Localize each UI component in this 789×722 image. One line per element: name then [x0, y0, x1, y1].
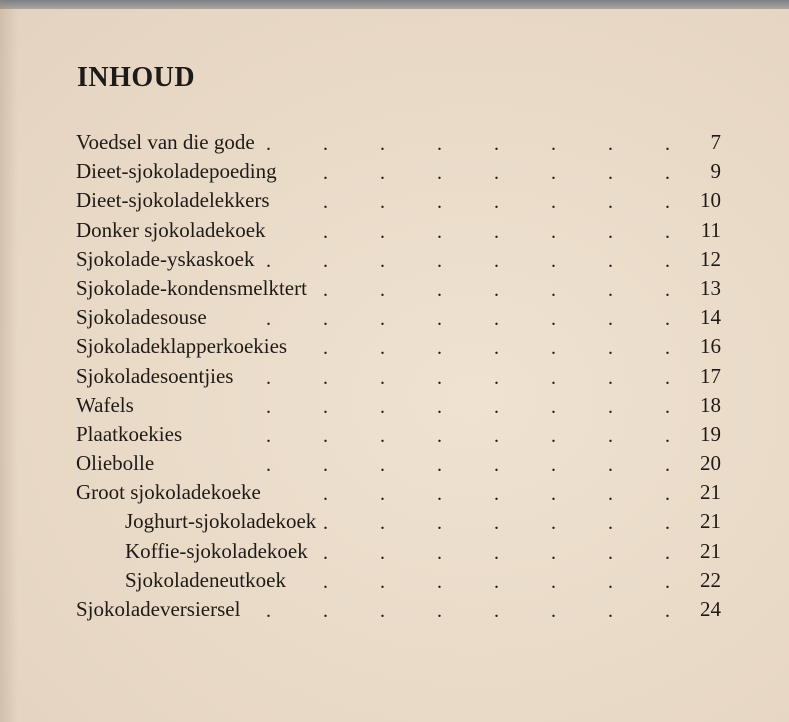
- toc-page-number: 19: [700, 421, 721, 446]
- toc-page-number: 22: [700, 567, 721, 592]
- toc-entry-title: Sjokoladeneutkoek: [125, 567, 286, 592]
- toc-page-number: 21: [700, 509, 721, 534]
- toc-entry-title: Sjokolade-kondensmelktert: [76, 275, 307, 300]
- toc-page-number: 21: [700, 480, 721, 505]
- toc-page-number: 16: [700, 334, 721, 359]
- toc-page-number: 18: [700, 392, 721, 417]
- toc-page-number: 11: [700, 217, 721, 242]
- toc-entry-title: Sjokoladesoentjies: [76, 363, 234, 388]
- page-gutter-shadow: [0, 0, 18, 722]
- toc-entry-title: Oliebolle: [76, 451, 155, 476]
- toc-entry: Sjokoladeversiersel . . . . . . . . 24: [76, 595, 726, 624]
- toc-page-number: 17: [700, 363, 721, 388]
- toc-entry-title: Sjokolade-yskaskoek: [76, 246, 255, 271]
- table-of-contents: [76, 128, 726, 624]
- toc-entry: Plaatkoekies . . . . . . . . 19: [76, 420, 726, 449]
- toc-entry: Dieet-sjokoladelekkers . . . . . . . 10: [76, 186, 726, 215]
- toc-page-number: 7: [710, 130, 721, 154]
- toc-entry: Voedsel van die gode . . . . . . . . 7: [76, 128, 726, 157]
- toc-entry: Groot sjokoladekoeke . . . . . . . 21: [76, 478, 726, 507]
- page-top-edge: [0, 0, 789, 9]
- toc-entry: Sjokolade-yskaskoek . . . . . . . . 12: [76, 245, 726, 274]
- toc-entry: Sjokoladeklapperkoekies . . . . . . . 16: [76, 332, 726, 361]
- toc-page-number: 13: [700, 275, 721, 300]
- toc-entry-title: Plaatkoekies: [76, 421, 183, 446]
- toc-entry-title: Wafels: [76, 392, 134, 417]
- toc-entry-title: Donker sjokoladekoek: [76, 217, 266, 242]
- toc-entry: Koffie-sjokoladekoek . . . . . . . 21: [76, 537, 726, 566]
- toc-entry: Sjokolade-kondensmelktert . . . . . . . 13: [76, 274, 726, 303]
- toc-entry: Sjokoladesouse . . . . . . . . 14: [76, 303, 726, 332]
- toc-page-number: 21: [700, 538, 721, 563]
- toc-entry: Donker sjokoladekoek . . . . . . . 11: [76, 216, 726, 245]
- contents-heading: INHOUD: [77, 62, 196, 93]
- toc-entry-title: Koffie-sjokoladekoek: [125, 538, 308, 563]
- toc-entry: Oliebolle . . . . . . . . 20: [76, 449, 726, 478]
- toc-page-number: 9: [710, 159, 721, 184]
- toc-page-number: 20: [700, 451, 721, 476]
- toc-entry: Wafels . . . . . . . . 18: [76, 391, 726, 420]
- toc-page-number: 10: [700, 188, 721, 213]
- toc-entry-title: Groot sjokoladekoeke: [76, 480, 261, 505]
- toc-entry-title: Sjokoladeversiersel: [76, 597, 241, 621]
- toc-entry: Sjokoladesoentjies . . . . . . . . 17: [76, 362, 726, 391]
- toc-page-number: 14: [700, 305, 721, 330]
- toc-page-number: 24: [700, 597, 721, 621]
- toc-entry-title: Sjokoladesouse: [76, 305, 207, 330]
- toc-entry: Sjokoladeneutkoek . . . . . . . 22: [76, 566, 726, 595]
- toc-entry: Dieet-sjokoladepoeding . . . . . . . 9: [76, 157, 726, 186]
- toc-entry-title: Voedsel van die gode: [76, 130, 255, 154]
- toc-entry-title: Joghurt-sjokoladekoek: [125, 509, 317, 534]
- toc-page-number: 12: [700, 246, 721, 271]
- toc-entry-title: Dieet-sjokoladepoeding: [76, 159, 277, 184]
- toc-entry: Joghurt-sjokoladekoek . . . . . . . 21: [76, 507, 726, 536]
- toc-entry-title: Dieet-sjokoladelekkers: [76, 188, 270, 213]
- toc-entry-title: Sjokoladeklapperkoekies: [76, 334, 288, 359]
